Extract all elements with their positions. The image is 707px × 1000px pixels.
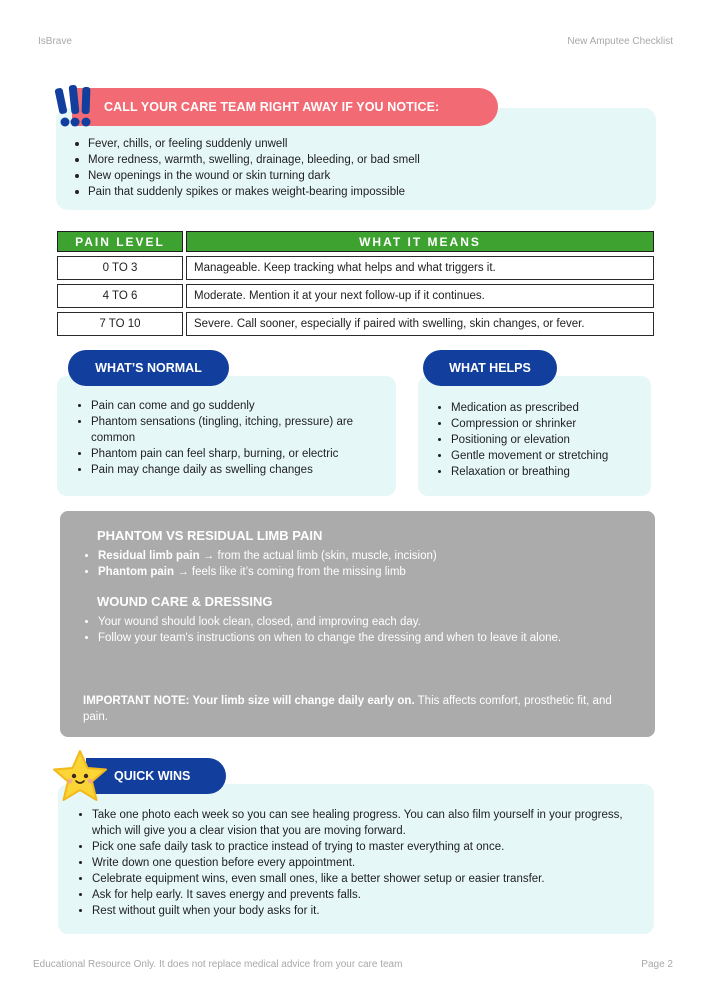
whats-normal-title: WHAT’S NORMAL bbox=[68, 350, 229, 386]
description: → feels like it’s coming from the missing limb bbox=[174, 566, 406, 578]
alert-list bbox=[88, 136, 648, 200]
term: Residual limb pain bbox=[98, 550, 200, 562]
smiling-star-icon bbox=[50, 748, 110, 806]
footer-disclaimer: Educational Resource Only. It does not replace medical advice from your care team bbox=[33, 959, 403, 970]
list-item: Fever, chills, or feeling suddenly unwell bbox=[88, 136, 648, 152]
phantom-vs-residual-heading: PHANTOM VS RESIDUAL LIMB PAIN bbox=[97, 528, 323, 543]
table-header-row bbox=[57, 231, 654, 252]
page-number: Page 2 bbox=[641, 959, 673, 970]
list-item bbox=[98, 548, 642, 564]
list-item: • Write down one question before every appointment. bbox=[92, 855, 636, 871]
term: Phantom pain bbox=[98, 566, 175, 578]
list-item: • Medication as prescribed bbox=[451, 400, 647, 416]
what-helps-title: WHAT HELPS bbox=[423, 350, 557, 386]
quick-wins-title: QUICK WINS bbox=[86, 758, 226, 794]
list-item: • Positioning or elevation bbox=[451, 432, 647, 448]
what-helps-list bbox=[435, 400, 647, 480]
list-item: • Phantom pain can feel sharp, burning, or electric bbox=[91, 446, 390, 462]
list-item: • Phantom sensations (tingling, itching, pressure) are common bbox=[91, 414, 390, 446]
list-item: More redness, warmth, swelling, drainage, bleeding, or bad smell bbox=[88, 152, 648, 168]
pain-level-cell: 7 TO 10 bbox=[57, 312, 183, 336]
wound-care-heading: WOUND CARE & DRESSING bbox=[97, 594, 273, 609]
list-item: • Pain may change daily as swelling changes bbox=[91, 462, 390, 478]
meaning-cell: Severe. Call sooner, especially if paired with swelling, skin changes, or fever. bbox=[186, 312, 654, 336]
table-row bbox=[57, 284, 654, 308]
list-item: • Pick one safe daily task to practice instead of trying to master everything at once. bbox=[92, 839, 636, 855]
info-panel bbox=[60, 511, 655, 737]
column-header-pain-level: PAIN LEVEL bbox=[57, 231, 183, 252]
document-title: New Amputee Checklist bbox=[567, 36, 673, 47]
list-item: • Celebrate equipment wins, even small ones, like a better shower setup or easier transfer. bbox=[92, 871, 636, 887]
list-item: New openings in the wound or skin turning dark bbox=[88, 168, 648, 184]
pain-level-cell: 0 TO 3 bbox=[57, 256, 183, 280]
meaning-cell: Moderate. Mention it at your next follow-up if it continues. bbox=[186, 284, 654, 308]
note-text: This affects comfort, prosthetic fit, and pain. bbox=[83, 695, 612, 723]
list-item: • Your wound should look clean, closed, and improving each day. bbox=[98, 614, 622, 630]
table-row bbox=[57, 312, 654, 336]
exclamation-icon bbox=[54, 84, 98, 130]
important-note bbox=[83, 693, 638, 725]
note-bold: IMPORTANT NOTE: Your limb size will change daily early on. bbox=[83, 695, 415, 707]
list-item: Pain that suddenly spikes or makes weight-bearing impossible bbox=[88, 184, 648, 200]
column-header-meaning: WHAT IT MEANS bbox=[186, 231, 654, 252]
whats-normal-list bbox=[75, 398, 390, 478]
pain-level-table bbox=[57, 231, 654, 340]
description: → from the actual limb (skin, muscle, incision) bbox=[199, 550, 437, 562]
meaning-cell: Manageable. Keep tracking what helps and what triggers it. bbox=[186, 256, 654, 280]
pain-level-cell: 4 TO 6 bbox=[57, 284, 183, 308]
list-item: • Pain can come and go suddenly bbox=[91, 398, 390, 414]
list-item: • Follow your team's instructions on when to change the dressing and when to leave it alone. bbox=[98, 630, 622, 646]
brand-name: IsBrave bbox=[38, 36, 72, 47]
list-item bbox=[98, 564, 642, 580]
list-item: • Take one photo each week so you can see healing progress. You can also film yourself in your progress, which will give you a clear vision that you are moving forward. bbox=[92, 807, 636, 839]
list-item: • Compression or shrinker bbox=[451, 416, 647, 432]
wound-care-list bbox=[82, 614, 622, 646]
list-item: • Rest without guilt when your body asks for it. bbox=[92, 903, 636, 919]
list-item: • Relaxation or breathing bbox=[451, 464, 647, 480]
alert-title: CALL YOUR CARE TEAM RIGHT AWAY IF YOU NOTICE: bbox=[72, 88, 498, 126]
phantom-list bbox=[82, 548, 642, 580]
list-item: • Ask for help early. It saves energy and prevents falls. bbox=[92, 887, 636, 903]
quick-wins-list bbox=[76, 807, 636, 919]
list-item: • Gentle movement or stretching bbox=[451, 448, 647, 464]
table-row bbox=[57, 256, 654, 280]
